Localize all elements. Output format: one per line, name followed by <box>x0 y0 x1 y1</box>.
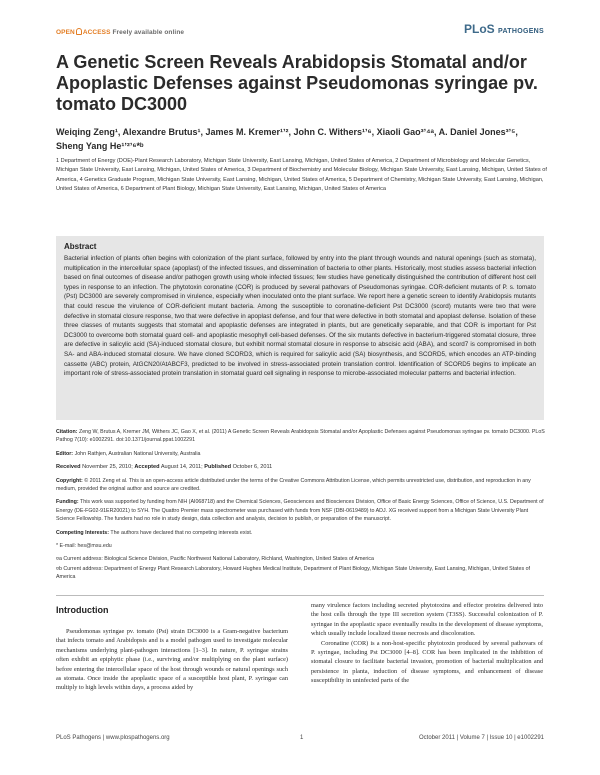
current-address-a: ¤a Current address: Biological Science Division, Pacific Northwest National Laboratory, Richland, Washington, United States of America <box>56 556 374 563</box>
open-lock-icon <box>76 28 82 35</box>
received-label: Received <box>56 464 81 471</box>
competing-text: The authors have declared that no competing interests exist. <box>110 529 253 536</box>
journal-logo-sub: PATHOGENS <box>498 28 544 35</box>
editor-text: John Rathjen, Australian National University, Australia <box>74 450 201 457</box>
footer-issue: October 2011 | Volume 7 | Issue 10 | e1002291 <box>419 735 544 741</box>
citation-label: Citation: <box>56 429 78 435</box>
introduction-right-column <box>311 601 543 686</box>
published-label: Published <box>204 464 232 471</box>
open-access-badge <box>56 28 184 36</box>
intro-paragraph-1: Pseudomonas syringae pv. tomato (Pst) strain DC3000 is a Gram-negative bacterium that infects tomato and Arabidopsis and is a model pathogen used to investigate molecular mechanisms underlying plant-pathogen interactions [1–3]. In nature, P. syringae strains often exhibit an epiphytic phase (i.e., surviving and/or multiplying on the plant surface) before entering the intercellular space of the host through wounds or natural openings such as stomata. Once inside the apoplastic space of a susceptible host plant, P. syringae can multiply to high levels within days, a process aided by <box>56 628 288 692</box>
citation-block <box>56 428 548 445</box>
published-date: October 6, 2011 <box>232 464 273 471</box>
abstract-text: Bacterial infection of plants often begins with colonization of the plant surface, followed by entry into the plant through wounds and natural openings (such as stomata), multiplication in the intercellular space (apoplast) of the infected tissues, and dissemination of bacteria to other plants. Historically, most studies assess bacterial infection based on final outcomes of disease and/or pathogen growth using whole infected tissues; few studies have genetically distinguished the contribution of different host cell types in response to an infection. The phytotoxin coronatine (COR) is produced by several pathovars of Pseudomonas syringae. COR-deficient mutants of P. s. tomato (Pst) DC3000 are severely compromised in virulence, especially when inoculated onto the plant surface. We report here a genetic screen to identify Arabidopsis mutants that could rescue the virulence of COR-deficient mutant bacteria. Among the susceptible to coronatine-deficient Pst DC3000 (scord) mutants were two that were defective in stomatal closure response, two that were defective in apoplast defense, and four that were defective in both stomatal and apoplast defense. Isolation of these three classes of mutants suggests that stomatal and apoplastic defenses are integrated in plants, but are genetically separable, and that COR is important for Pst DC3000 to overcome both stomatal guard cell- and apoplastic mesophyll cell-based defenses. Of the six mutants defective in bacterium-triggered stomatal closure, three are defective in salicylic acid (SA)-induced stomatal closure, but exhibit normal stomatal closure in response to abscisic acid (ABA), and scord7 is compromised in both SA- and ABA-induced stomatal closure. We have cloned SCORD3, which is required for salicylic acid (SA) biosynthesis, and SCORD5, which encodes an ATP-binding cassette (ABC) protein, AtGCN20/AtABCF3, predicted to be involved in stress-associated protein translation control. Identification of SCORD5 begins to implicate an important role of stress-associated protein translation in stomatal guard cell signaling in response to microbe-associated molecular patterns and bacterial infection. <box>64 255 536 378</box>
journal-logo[interactable] <box>464 22 544 36</box>
introduction-left-column <box>56 627 288 693</box>
funding-label: Funding: <box>56 499 79 506</box>
accepted-date: August 14, 2011; <box>160 464 203 471</box>
funding-text: This work was supported by funding from NIH (AI068718) and the Chemical Sciences, Geosciences and Biosciences Division, Office of Basic Energy Sciences, Office of Science, U.S. Department of Energy (DE-FG02-91ER20021) to SYH. The Quattro Premier mass spectrometer was purchased with funds from NSF (DBI-0619489) to ADJ. XG received support from a Michigan State University Plant Science Fellowship. The funders had no role in study design, data collection and analysis, decision to publish, or preparation of the manuscript. <box>56 499 544 523</box>
footer-page-number: 1 <box>300 735 304 741</box>
copyright-block <box>56 477 548 494</box>
journal-logo-text: PLoS <box>463 22 495 36</box>
current-address-b: ¤b Current address: Department of Energy Plant Research Laboratory, Howard Hughes Medical Institute, Department of Plant Biology, Michigan State University, East Lansing, Michigan, United States of America <box>56 565 531 581</box>
copyright-text: © 2011 Zeng et al. This is an open-access article distributed under the terms of the Creative Commons Attribution License, which permits unrestricted use, distribution, and reproduction in any medium, provided the original author and source are credited. <box>56 477 531 493</box>
dates-block <box>56 463 548 471</box>
article-title: A Genetic Screen Reveals Arabidopsis Stomatal and/or Apoplastic Defenses against Pseudomonas syringae pv. tomato DC3000 <box>56 52 538 114</box>
footer-journal[interactable]: PLoS Pathogens | www.plospathogens.org <box>56 735 170 741</box>
email-line[interactable]: * E-mail: hes@msu.edu <box>56 543 112 550</box>
competing-interests-block <box>56 529 548 537</box>
author-list: Weiqing Zeng¹, Alexandre Brutus¹, James M. Kremer¹ʼ², John C. Withers¹ʼ⁶, Xiaoli Gao³ʼ⁴ᵃ, A. Daniel Jones³ʼ⁵, Sheng Yang He¹ʼ²ʼ⁶*ᵇ <box>56 127 518 151</box>
citation-text: Zeng W, Brutus A, Kremer JM, Withers JC, Gao X, et al. (2011) A Genetic Screen Reveals Arabidopsis Stomatal and/or Apoplastic Defenses against Pseudomonas syringae pv. tomato DC3000. PLoS Pathog 7(10): e1002291. doi:10.1371/journal.ppat.1002291 <box>56 429 545 444</box>
abstract-heading: Abstract <box>64 242 97 251</box>
received-date: November 25, 2010; <box>82 464 133 471</box>
accepted-label: Accepted <box>134 464 160 471</box>
copyright-label: Copyright: <box>56 477 83 484</box>
abstract-box <box>56 236 544 420</box>
freely-available-label: Freely available online <box>112 29 185 36</box>
editor-label: Editor: <box>56 450 74 457</box>
intro-paragraph-2: Coronatine (COR) is a non-host-specific phytotoxin produced by several pathovars of P. syringae, including Pst DC3000 [4–8]. COR has been implicated in the inhibition of stomatal closure to facilitate bacterial invasion, promotion of bacterial multiplication and persistence in planta, induction of disease symptoms, and enhancement of disease susceptibility in uninfected parts of the <box>311 639 543 685</box>
intro-paragraph-1-continued: many virulence factors including secreted phytotoxins and effector proteins delivered into the host cells through the type III secretion system (T3SS). Successful colonization of P. syringae in the apoplastic space eventually results in the development of disease symptoms, which usually include localized tissue necrosis and discoloration. <box>311 602 543 638</box>
article-metadata <box>56 428 548 587</box>
affiliations: 1 Department of Energy (DOE)-Plant Research Laboratory, Michigan State University, East Lansing, Michigan, United States of America, 2 Department of Microbiology and Molecular Genetics, Michigan State University, East Lansing, Michigan, United States of America, 3 Department of Biochemistry and Molecular Biology, Michigan State University, East Lansing, Michigan, United States of America, 4 Genetics Graduate Program, Michigan State University, East Lansing, Michigan, United States of America, 5 Department of Chemistry, Michigan State University, East Lansing, Michigan, United States of America, 6 Department of Plant Biology, Michigan State University, East Lansing, Michigan, United States of America <box>56 158 547 192</box>
competing-label: Competing Interests: <box>56 529 109 536</box>
access-label: ACCESS <box>82 29 111 36</box>
funding-block <box>56 498 548 523</box>
introduction-heading: Introduction <box>56 605 109 615</box>
open-label: OPEN <box>56 29 75 36</box>
section-divider <box>56 595 544 596</box>
editor-block <box>56 450 548 458</box>
